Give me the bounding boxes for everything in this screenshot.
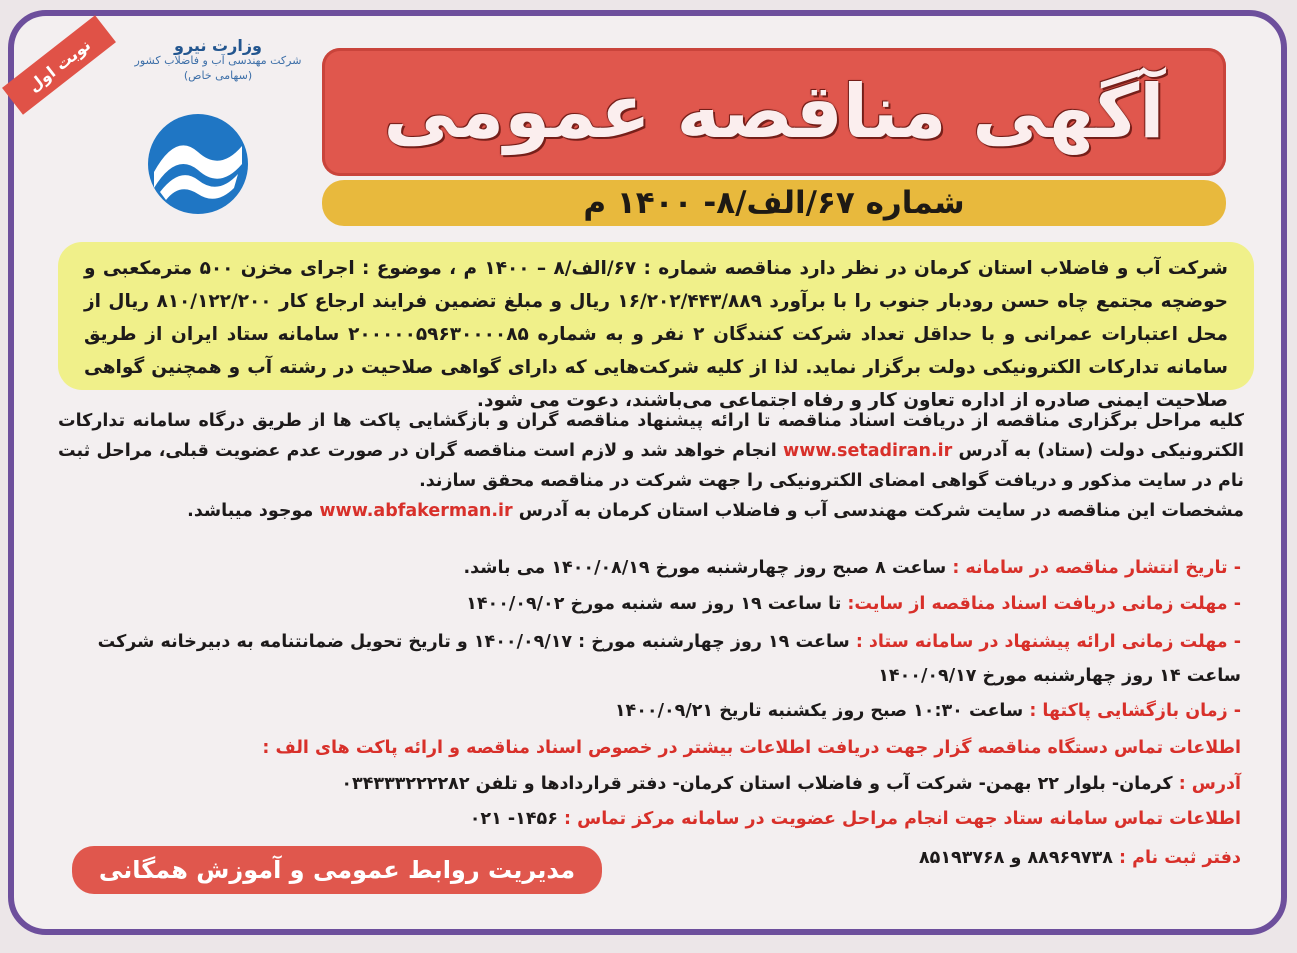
water-company-logo-icon xyxy=(146,112,250,216)
download-deadline-value: تا ساعت ۱۹ روز سه شنبه مورخ ۱۴۰۰/۰۹/۰۲ xyxy=(466,594,842,614)
procedure-text-b: انجام خواهد شد و لازم است مناقصه گران در صورت عدم عضویت قبلی، مراحل ثبت نام در سایت مذکور و دریافت گواهی امضای الکترونیکی را جهت شرکت در مناقصه محقق سازند. xyxy=(58,441,1244,491)
ministry-name: وزارت نیرو xyxy=(174,36,262,55)
procedure-text-a: کلیه مراحل برگزاری مناقصه از دریافت اسناد مناقصه تا ارائه پیشنهاد مناقصه گران و بازگشایی پاکت ها از طریق درگاه سامانه تدارکات الکترونیکی دولت (ستاد) به آدرس xyxy=(58,411,1245,461)
download-deadline-label: - مهلت زمانی دریافت اسناد مناقصه از سایت: xyxy=(847,594,1241,614)
first-publication-ribbon: نوبت اول xyxy=(2,15,116,114)
address-row xyxy=(341,770,1241,798)
company-name-line2: (سهامی خاص) xyxy=(183,69,253,82)
opening-time-value: ساعت ۱۰:۳۰ صبح روز یکشنبه تاریخ ۱۴۰۰/۰۹/۲۱ xyxy=(614,701,1024,721)
address-value: کرمان- بلوار ۲۲ بهمن- شرکت آب و فاضلاب استان کرمان- دفتر قراردادها و تلفن ۰۳۴۳۳۳۲۲۲۲۸۲ xyxy=(341,774,1173,794)
footer-department: مدیریت روابط عمومی و آموزش همگانی xyxy=(98,856,576,884)
intro-text: شرکت آب و فاضلاب استان کرمان در نظر دارد مناقصه شماره : ۶۷/الف/۸ – ۱۴۰۰ م ، موضوع : اجرای مخزن ۵۰۰ مترمکعبی و حوضچه مجتمع چاه حسن رودبار جنوب را با برآورد ۱۶/۲۰۲/۴۴۳/۸۸۹ ریال و مبلغ تضمین فرایند ارجاع کار ۸۱۰/۱۲۲/۲۰۰ ریال از محل اعتبارات عمرانی و با حداقل تعداد شرکت کنندگان ۲ نفر و به شماره ۲۰۰۰۰۰۵۹۶۳۰۰۰۰۸۵ سامانه ستاد ایران از طریق سامانه تدارکات الکترونیکی دولت برگزار نماید. لذا از کلیه شرکت‌هایی که دارای گواهی صلاحیت در رشته آب و همچنین گواهی صلاحیت ایمنی صادره از اداره تعاون کار و رفاه اجتماعی می‌باشند، دعوت می شود. xyxy=(84,258,1229,411)
publish-date-label: - تاریخ انتشار مناقصه در سامانه : xyxy=(952,558,1241,578)
setad-contact-row xyxy=(470,805,1241,833)
tender-number: شماره ۶۷/الف/۸- ۱۴۰۰ م xyxy=(583,185,965,221)
procedure-paragraphs xyxy=(58,406,1244,526)
specs-text-a: مشخصات این مناقصه در سایت شرکت مهندسی آب و فاضلاب استان کرمان به آدرس xyxy=(518,501,1244,521)
specs-paragraph xyxy=(58,496,1244,526)
ministry-logo-block xyxy=(128,38,308,238)
footer-signature xyxy=(72,846,602,894)
registration-office-row xyxy=(919,844,1241,872)
specs-text-b: موجود میباشد. xyxy=(187,501,314,521)
procedure-paragraph xyxy=(58,406,1244,496)
registration-office-value: ۸۸۹۶۹۷۳۸ و ۸۵۱۹۳۷۶۸ xyxy=(918,848,1113,868)
setad-contact-value: ۱۴۵۶- ۰۲۱ xyxy=(469,809,558,829)
submit-deadline-row xyxy=(98,628,1241,656)
page-title: آگهی مناقصه عمومی xyxy=(383,69,1165,155)
company-name-line1: شرکت مهندسی آب و فاضلاب کشور xyxy=(134,54,302,67)
submit-deadline-value: ساعت ۱۹ روز چهارشنبه مورخ : ۱۴۰۰/۰۹/۱۷ و تاریخ تحویل ضمانتنامه به دبیرخانه شرکت xyxy=(97,632,850,652)
publish-date-row xyxy=(464,554,1241,582)
registration-office-label: دفتر ثبت نام : xyxy=(1119,848,1241,868)
publish-date-value: ساعت ۸ صبح روز چهارشنبه مورخ ۱۴۰۰/۰۸/۱۹ می باشد. xyxy=(463,558,947,578)
contact-heading: اطلاعات تماس دستگاه مناقصه گزار جهت دریافت اطلاعات بیشتر در خصوص اسناد مناقصه و ارائه پاکت های الف : xyxy=(262,738,1241,758)
opening-time-row xyxy=(615,697,1241,725)
address-label: آدرس : xyxy=(1178,774,1241,794)
setad-contact-label: اطلاعات تماس سامانه ستاد جهت انجام مراحل عضویت در سامانه مرکز تماس : xyxy=(563,809,1241,829)
guarantee-delivery-row xyxy=(878,662,1241,690)
download-deadline-row xyxy=(466,590,1241,618)
guarantee-delivery-value: ساعت ۱۴ روز چهارشنبه مورخ ۱۴۰۰/۰۹/۱۷ xyxy=(878,666,1241,686)
submit-deadline-label: - مهلت زمانی ارائه پیشنهاد در سامانه ستاد : xyxy=(855,632,1241,652)
setadiran-link[interactable]: www.setadiran.ir xyxy=(783,441,953,461)
abfakerman-link[interactable]: www.abfakerman.ir xyxy=(319,501,513,521)
opening-time-label: - زمان بازگشایی پاکتها : xyxy=(1029,701,1241,721)
tender-number-bar xyxy=(322,180,1226,226)
title-banner xyxy=(322,48,1226,176)
intro-box xyxy=(58,242,1254,411)
contact-heading-row xyxy=(262,734,1241,762)
